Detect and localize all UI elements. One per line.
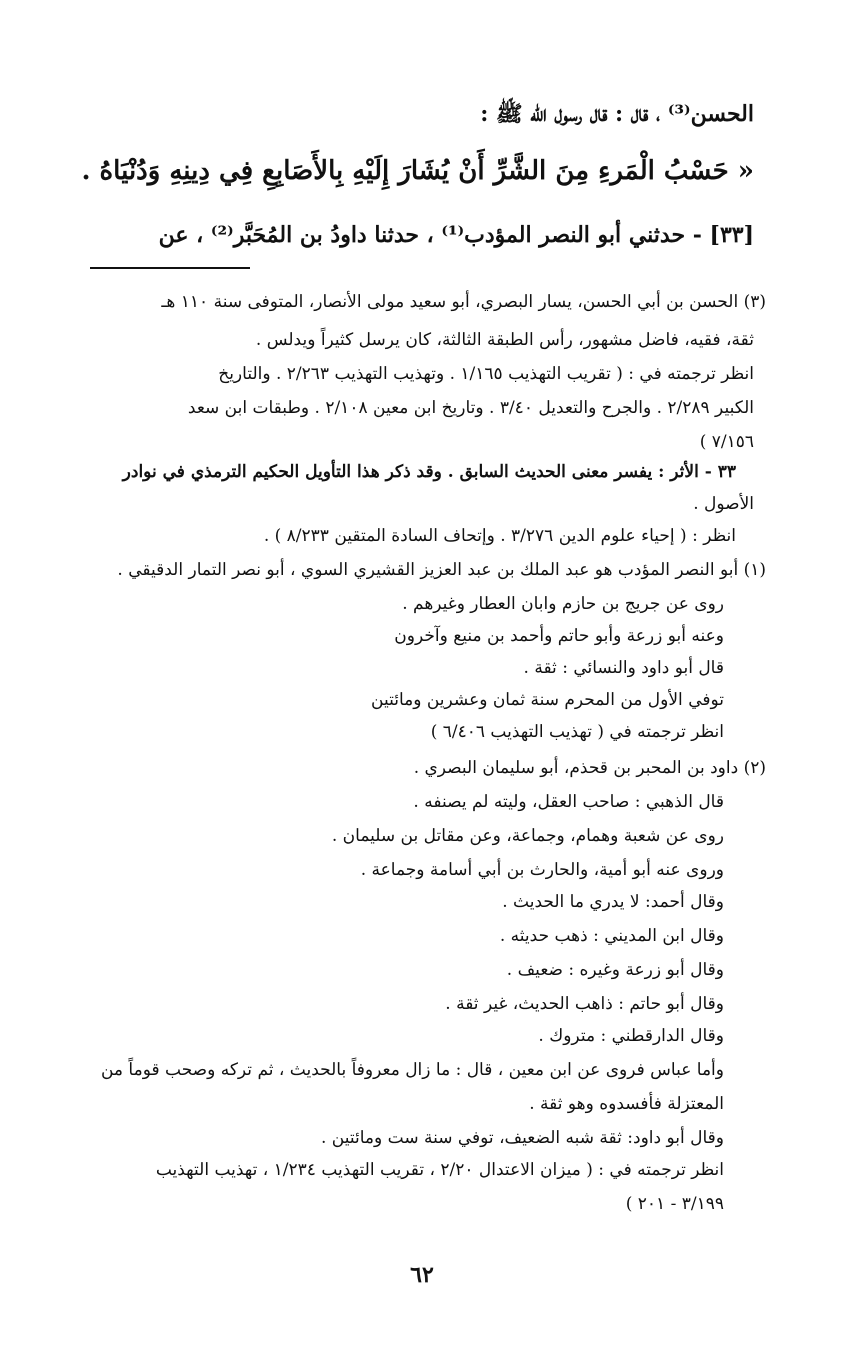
footnote-2-line: روى عن شعبة وهمام، وجماعة، وعن مقاتل بن سليمان . bbox=[331, 826, 724, 846]
athar-note-line: ٣٣ - الأثر : يفسر معنى الحديث السابق . وقد ذكر هذا التأويل الحكيم الترمذي في نوادر bbox=[122, 462, 736, 482]
athar-note-line: انظر : ( إحياء علوم الدين ٣/٢٧٦ . وإتحاف السادة المتقين ٨/٢٣٣ ) . bbox=[263, 526, 736, 546]
athar-note-line: الأصول . bbox=[693, 494, 754, 514]
footnote-2-line: (٢) داود بن المحبر بن قحذم، أبو سليمان البصري . bbox=[413, 758, 766, 778]
footnote-1-line: (١) أبو النصر المؤدب هو عبد الملك بن عبد العزيز القشيري السوي ، أبو نصر التمار الدقيقي . bbox=[117, 560, 766, 580]
footnote-2-line: انظر ترجمته في : ( ميزان الاعتدال ٢/٢٠ ، تقريب التهذيب ١/٢٣٤ ، تهذيب التهذيب bbox=[155, 1160, 724, 1180]
main-text-line-3: [٣٣] - حدثني أبو النصر المؤدب⁽¹⁾ ، حدثنا داودُ بن المُحَبَّر⁽²⁾ ، عن bbox=[158, 222, 754, 248]
footnote-3-line: الكبير ٢/٢٨٩ . والجرح والتعديل ٣/٤٠ . وتاريخ ابن معين ٢/١٠٨ . وطبقات ابن سعد bbox=[187, 398, 754, 418]
footnote-3-line: انظر ترجمته في : ( تقريب التهذيب ١/١٦٥ . وتهذيب التهذيب ٢/٢٦٣ . والتاريخ bbox=[218, 364, 754, 384]
footnote-3-line: (٣) الحسن بن أبي الحسن، يسار البصري، أبو سعيد مولى الأنصار، المتوفى سنة ١١٠ هـ bbox=[161, 292, 766, 312]
footnote-2-line: المعتزلة فأفسدوه وهو ثقة . bbox=[529, 1094, 724, 1114]
page-number: ٦٢ bbox=[410, 1262, 434, 1288]
footnote-2-line: وأما عباس فروى عن ابن معين ، قال : ما زال معروفاً بالحديث ، ثم تركه وصحب قوماً من bbox=[100, 1060, 724, 1080]
footnote-2-line: وقال أبو حاتم : ذاهب الحديث، غير ثقة . bbox=[445, 994, 724, 1014]
footnote-2-line: وقال أحمد: لا يدري ما الحديث . bbox=[502, 892, 724, 912]
footnote-2-line: وروى عنه أبو أمية، والحارث بن أبي أسامة وجماعة . bbox=[360, 860, 724, 880]
footnote-1-line: قال أبو داود والنسائي : ثقة . bbox=[523, 658, 724, 678]
footnote-1-line: توفي الأول من المحرم سنة ثمان وعشرين ومائتين bbox=[371, 690, 724, 710]
footnote-2-line: وقال أبو زرعة وغيره : ضعيف . bbox=[506, 960, 724, 980]
footnote-2-line: وقال أبو داود: ثقة شبه الضعيف، توفي سنة ست ومائتين . bbox=[320, 1128, 724, 1148]
footnote-separator bbox=[90, 267, 250, 269]
hadith-text: « حَسْبُ الْمَرءِ مِنَ الشَّرِّ أَنْ يُشَارَ إِلَيْهِ بِالأَصَابِعِ فِي دِينِهِ وَدُنْيَاهُ . bbox=[81, 156, 754, 186]
footnote-2-line: وقال ابن المديني : ذهب حديثه . bbox=[499, 926, 724, 946]
footnote-1-line: روى عن جريج بن حازم وابان العطار وغيرهم . bbox=[402, 594, 724, 614]
footnote-3-line: ٧/١٥٦ ) bbox=[699, 432, 754, 452]
main-text-line-1: الحسن⁽³⁾ ، قال : قال رسول الله ﷺ : bbox=[480, 101, 754, 127]
footnote-2-line: وقال الدارقطني : متروك . bbox=[538, 1026, 724, 1046]
footnote-1-line: انظر ترجمته في ( تهذيب التهذيب ٦/٤٠٦ ) bbox=[430, 722, 724, 742]
footnote-2-line: قال الذهبي : صاحب العقل، وليته لم يصنفه . bbox=[413, 792, 724, 812]
footnote-1-line: وعنه أبو زرعة وأبو حاتم وأحمد بن منيع وآخرون bbox=[394, 626, 724, 646]
footnote-3-line: ثقة، فقيه، فاضل مشهور، رأس الطبقة الثالثة، كان يرسل كثيراً ويدلس . bbox=[255, 330, 754, 350]
footnote-2-line: ٣/١٩٩ - ٢٠١ ) bbox=[625, 1194, 724, 1214]
